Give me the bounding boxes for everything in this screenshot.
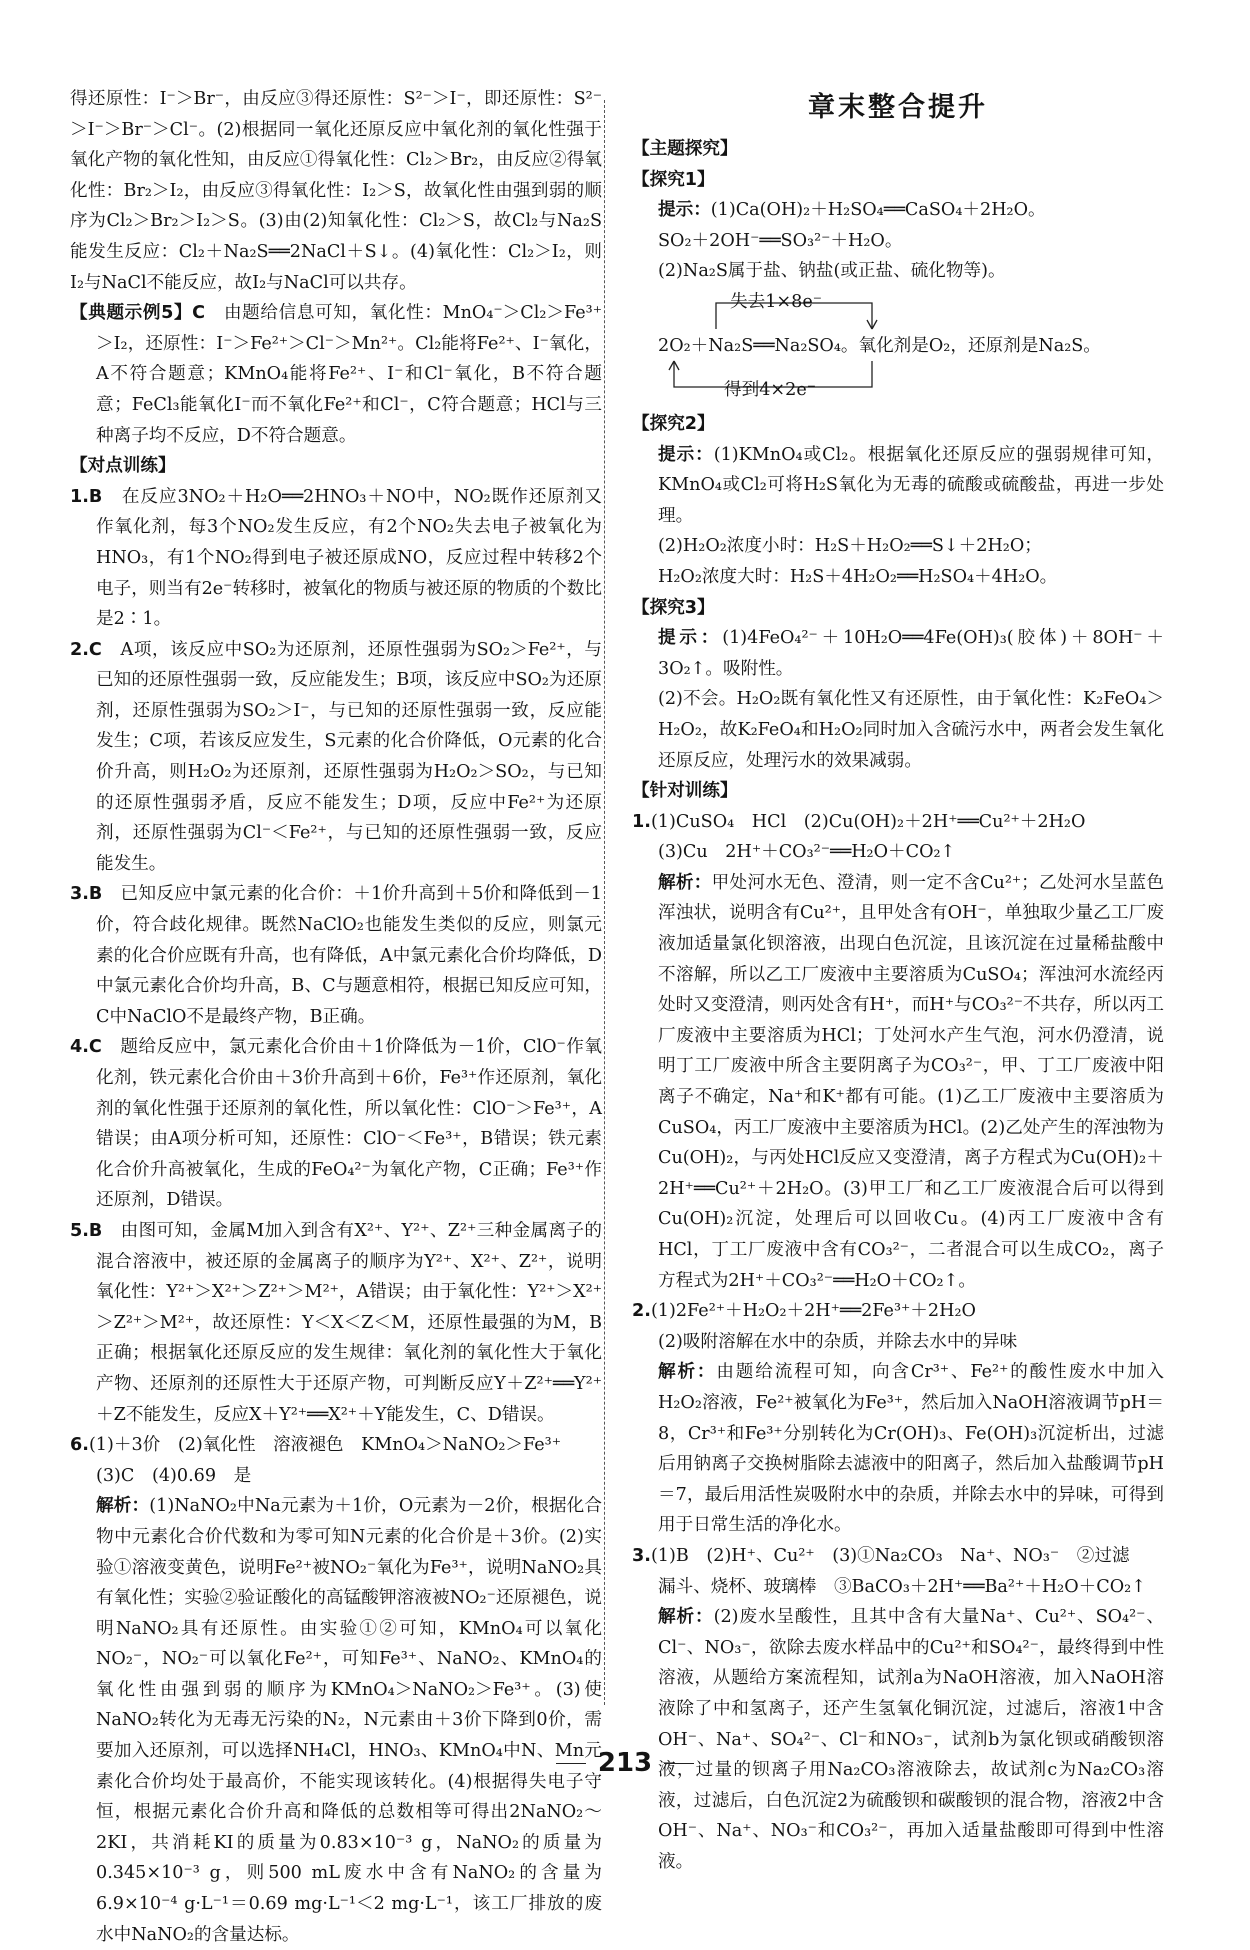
right-column [632, 84, 1164, 1877]
analysis-text: 甲处河水无色、澄清，则一定不含Cu²⁺；乙处河水呈蓝色浑浊状，说明含有Cu²⁺，且甲处含有OH⁻，单独取少量乙工厂废液加适量氯化钡溶液，出现白色沉淀，且该沉淀在过量稀盐酸中不溶解，所以乙工厂废液中主要溶质为CuSO₄；浑浊河水流经丙处时又变澄清，则丙处含有H⁺，而H⁺与CO₃²⁻不共存，所以丙工厂废液中主要溶质为HCl；丁处河水产生气泡，河水仍澄清，说明丁工厂废液中所含主要阴离子为CO₃²⁻，甲、丁工厂废液中阳离子不确定，Na⁺和K⁺都有可能。(1)乙工厂废液中主要溶质为CuSO₄，丙工厂废液中主要溶质为HCl。(2)乙处产生的浑浊物为Cu(OH)₂，与丙处HCl反应又变澄清，离子方程式为Cu(OH)₂＋2H⁺══Cu²⁺＋2H₂O。(3)甲工厂和乙工厂废液混合后可以得到Cu(OH)₂沉淀，处理后可以回收Cu。(4)丙工厂废液中含有HCl，丁工厂废液中含有CO₃²⁻，二者混合可以生成CO₂，离子方程式为2H⁺＋CO₃²⁻══H₂O＋CO₂↑。 [658, 872, 1164, 1291]
answer-head: 1. [632, 811, 651, 832]
section-heading-training: 【对点训练】 [70, 456, 176, 477]
answer-head: 3. [632, 1545, 651, 1566]
explore-3-line-2: (2)不会。H₂O₂既有氧化性又有还原性，由于氧化性：K₂FeO₄＞H₂O₂，故K₂FeO₄和H₂O₂同时加入含硫污水中，两者会发生氧化还原反应，处理污水的效果减弱。 [658, 689, 1164, 771]
answer-head: 1.B [70, 486, 103, 507]
answer-line: (1)2Fe²⁺＋H₂O₂＋2H⁺══2Fe³⁺＋2H₂O [650, 1301, 976, 1322]
explore-3-heading: 【探究3】 [632, 597, 715, 618]
answer-item-5 [70, 1216, 602, 1430]
section-heading-theme: 【主题探究】 [632, 139, 738, 159]
training-3-analysis [632, 1602, 1164, 1877]
example-5-head: 【典题示例5】C [70, 303, 206, 324]
answer-item-6 [70, 1430, 602, 1461]
answer-item-3 [70, 879, 602, 1032]
answer-text: A项，该反应中SO₂为还原剂，还原性强弱为SO₂＞Fe²⁺，与已知的还原性强弱一致，反应能发生；B项，该反应中SO₂为还原剂，还原性强弱为SO₂＞I⁻，与已知的还原性强弱一致，反应能发生；C项，若该反应发生，S元素的化合价降低，O元素的化合价升高，则H₂O₂为还原剂，还原性强弱为H₂O₂＞SO₂，与已知的还原性强弱矛盾，反应不能发生；D项，反应中Fe²⁺为还原剂，还原性强弱为Cl⁻＜Fe²⁺，与已知的还原性强弱一致，反应能发生。 [96, 639, 602, 874]
training-2-analysis [632, 1357, 1164, 1541]
answer-item-2 [70, 635, 602, 880]
hint-text: (1)KMnO₄或Cl₂。根据氧化还原反应的强弱规律可知，KMnO₄或Cl₂可将H₂S氧化为无毒的硫酸或硫酸盐，再进一步处理。 [658, 444, 1164, 526]
answer-item-6-analysis [70, 1491, 602, 1950]
answer-head: 3.B [70, 884, 103, 905]
example-5 [70, 298, 602, 451]
redox-equation: 2O₂＋Na₂S══Na₂SO₄。氧化剂是O₂，还原剂是Na₂S。 [658, 335, 1101, 356]
explore-2-line-1 [632, 440, 1164, 532]
analysis-text: (2)废水呈酸性，且其中含有大量Na⁺、Cu²⁺、SO₄²⁻、Cl⁻、NO₃⁻，欲除去废水样品中的Cu²⁺和SO₄²⁻，最终得到中性溶液，从题给方案流程知，试剂a为NaOH溶液，加入NaOH溶液除了中和氢离子，还产生氢氧化铜沉淀，过滤后，溶液1中含OH⁻、Na⁺、SO₄²⁻、Cl⁻和NO₃⁻，试剂b为氯化钡或硝酸钡溶液，过量的钡离子用Na₂CO₃溶液除去，故试剂c为Na₂CO₃溶液，过滤后，白色沉淀2为硫酸钡和碳酸钡的混合物，溶液2中含OH⁻、Na⁺、NO₃⁻和CO₃²⁻，再加入适量盐酸即可得到中性溶液。 [658, 1607, 1164, 1872]
answer-text: 在反应3NO₂＋H₂O══2HNO₃＋NO中，NO₂既作还原剂又作氧化剂，每3个NO₂发生反应，有2个NO₂失去电子被氧化为HNO₃，有1个NO₂得到电子被还原成NO，反应过程中转移2个电子，则当有2e⁻转移时，被氧化的物质与被还原的物质的个数比是2∶1。 [96, 486, 602, 630]
hint-label: 提示： [658, 628, 723, 649]
answer-head: 2. [632, 1301, 651, 1322]
electron-gain-label: 得到4×2e⁻ [724, 379, 817, 400]
answer-text: 由图可知，金属M加入到含有X²⁺、Y²⁺、Z²⁺三种金属离子的混合溶液中，被还原的金属离子的顺序为Y²⁺、X²⁺、Z²⁺，说明氧化性：Y²⁺＞X²⁺＞Z²⁺＞M²⁺，A错误；由于氧化性：Y²⁺＞X²⁺＞Z²⁺＞M²⁺，故还原性：Y＜X＜Z＜M，还原性最强的为M，B正确；根据氧化还原反应的发生规律：氧化剂的氧化性大于氧化产物、还原剂的还原性大于还原产物，可判断反应Y＋Z²⁺══Y²⁺＋Z不能发生，反应X＋Y²⁺══X²⁺＋Y能发生，C、D错误。 [96, 1220, 602, 1425]
intro-paragraph: 得还原性：I⁻＞Br⁻，由反应③得还原性：S²⁻＞I⁻，即还原性：S²⁻＞I⁻＞Br⁻＞Cl⁻。(2)根据同一氧化还原反应中氧化剂的氧化性强于氧化产物的氧化性知，由反应①得氧化性：Cl₂＞Br₂，由反应②得氧化性：Br₂＞I₂，由反应③得氧化性：I₂＞S，故氧化性由强到弱的顺序为Cl₂＞Br₂＞I₂＞S。(3)由(2)知氧化性：Cl₂＞S，故Cl₂与Na₂S能发生反应：Cl₂＋Na₂S══2NaCl＋S↓。(4)氧化性：Cl₂＞I₂，则I₂与NaCl不能反应，故I₂与NaCl可以共存。 [70, 89, 602, 293]
analysis-label: 解析： [658, 872, 712, 893]
training-1 [632, 807, 1164, 838]
training-3 [632, 1541, 1164, 1572]
explore-2-line-3: H₂O₂浓度大时：H₂S＋4H₂O₂══H₂SO₄＋4H₂O。 [658, 566, 1058, 587]
answer-head: 6. [70, 1435, 89, 1456]
electron-transfer-diagram [658, 287, 1164, 409]
explore-1-heading: 【探究1】 [632, 169, 715, 190]
left-column [70, 84, 602, 1950]
answer-line: (1)CuSO₄ HCl (2)Cu(OH)₂＋2H⁺══Cu²⁺＋2H₂O [650, 811, 1086, 832]
hint-text: (1)Ca(OH)₂＋H₂SO₄══CaSO₄＋2H₂O。 [710, 200, 1046, 221]
page-number [0, 1748, 1250, 1778]
explore-1-line-3: (2)Na₂S属于盐、钠盐(或正盐、硫化物等)。 [658, 261, 1006, 282]
training-1-analysis [632, 868, 1164, 1296]
explore-1-line-2: SO₂＋2OH⁻══SO₃²⁻＋H₂O。 [658, 230, 903, 251]
analysis-label: 解析： [658, 1362, 717, 1383]
explore-2-heading: 【探究2】 [632, 413, 715, 434]
answer-head: 4.C [70, 1037, 102, 1058]
hint-text: (1)4FeO₄²⁻＋10H₂O══4Fe(OH)₃(胶体)＋8OH⁻＋3O₂↑。吸附性。 [658, 628, 1164, 679]
answer-line: (1)＋3价 (2)氧化性 溶液褪色 KMnO₄＞NaNO₂＞Fe³⁺ [88, 1435, 562, 1456]
training-3-line-2: 漏斗、烧杯、玻璃棒 ③BaCO₃＋2H⁺══Ba²⁺＋H₂O＋CO₂↑ [658, 1576, 1146, 1597]
column-divider [604, 100, 605, 1705]
training-1-line-2: (3)Cu 2H⁺＋CO₃²⁻══H₂O＋CO₂↑ [658, 842, 956, 863]
answer-text: 已知反应中氯元素的化合价：＋1价升高到＋5价和降低到－1价，符合歧化规律。既然NaClO₂也能发生类似的反应，则氯元素的化合价应既有升高，也有降低，A中氯元素化合价均降低，D中氯元素化合价均升高，B、C与题意相符，根据已知反应可知，C中NaClO不是最终产物，B正确。 [96, 884, 602, 1027]
electron-loss-label: 失去1×8e⁻ [730, 291, 823, 312]
hint-label: 提示： [658, 444, 714, 465]
answer-line: (1)B (2)H⁺、Cu²⁺ (3)①Na₂CO₃ Na⁺、NO₃⁻ ②过滤 [650, 1545, 1130, 1566]
training-2-line-2: (2)吸附溶解在水中的杂质，并除去水中的异味 [658, 1331, 1018, 1352]
hint-label: 提示： [658, 200, 711, 221]
answer-item-6-line-2: (3)C (4)0.69 是 [96, 1465, 252, 1486]
analysis-text: 由题给流程可知，向含Cr³⁺、Fe²⁺的酸性废水中加入H₂O₂溶液，Fe²⁺被氧化为Fe³⁺，然后加入NaOH溶液调节pH＝8，Cr³⁺和Fe³⁺分别转化为Cr(OH)₃、Fe(OH)₃沉淀析出，过滤后用钠离子交换树脂除去滤液中的阳离子，然后加入盐酸调节pH＝7，最后用活性炭吸附水中的杂质，并除去水中的异味，可得到用于日常生活的净化水。 [658, 1362, 1164, 1536]
example-5-text: 由题给信息可知，氧化性：MnO₄⁻＞Cl₂＞Fe³⁺＞I₂，还原性：I⁻＞Fe²⁺＞Cl⁻＞Mn²⁺。Cl₂能将Fe²⁺、I⁻氧化，A不符合题意；KMnO₄能将Fe²⁺、I⁻和Cl⁻氧化，B不符合题意；FeCl₃能氧化I⁻而不氧化Fe²⁺和Cl⁻，C符合题意；HCl与三种离子均不反应，D不符合题意。 [96, 303, 602, 446]
answer-item-1 [70, 482, 602, 635]
analysis-label: 解析： [658, 1607, 714, 1628]
explore-3-line-1 [632, 623, 1164, 684]
answer-head: 2.C [70, 639, 102, 660]
analysis-label: 解析： [96, 1496, 150, 1517]
section-heading-targeted-training: 【针对训练】 [632, 781, 738, 802]
answer-head: 5.B [70, 1220, 103, 1241]
analysis-text: (1)NaNO₂中Na元素为＋1价，O元素为－2价，根据化合物中元素化合价代数和为零可知N元素的化合价是＋3价。(2)实验①溶液变黄色，说明Fe²⁺被NO₂⁻氧化为Fe³⁺，说明NaNO₂具有氧化性；实验②验证酸化的高锰酸钾溶液被NO₂⁻还原褪色，说明NaNO₂具有还原性。由实验①②可知，KMnO₄可以氧化NO₂⁻，NO₂⁻可以氧化Fe²⁺，可知Fe³⁺、NaNO₂、KMnO₄的氧化性由强到弱的顺序为KMnO₄＞NaNO₂＞Fe³⁺。(3)使NaNO₂转化为无毒无污染的N₂，N元素由＋3价下降到0价，需要加入还原剂，可以选择NH₄Cl，HNO₃、KMnO₄中N、Mn元素化合价均处于最高价，不能实现该转化。(4)根据得失电子守恒，根据元素化合价升高和降低的总数相等可得出2NaNO₂～2KI，共消耗KI的质量为0.83×10⁻³ g，NaNO₂的质量为0.345×10⁻³ g，则500 mL废水中含有NaNO₂的含量为6.9×10⁻⁴ g·L⁻¹＝0.69 mg·L⁻¹＜2 mg·L⁻¹，该工厂排放的废水中NaNO₂的含量达标。 [96, 1496, 602, 1945]
chapter-title: 章末整合提升 [808, 92, 988, 123]
page-number-text: 213 [597, 1748, 653, 1778]
answer-text: 题给反应中，氯元素化合价由＋1价降低为－1价，ClO⁻作氧化剂，铁元素化合价由＋3价升高到＋6价，Fe³⁺作还原剂，氧化剂的氧化性强于还原剂的氧化性，所以氧化性：ClO⁻＞Fe³⁺，A错误；由A项分析可知，还原性：ClO⁻＜Fe³⁺，B错误；铁元素化合价升高被氧化，生成的FeO₄²⁻为氧化产物，C正确；Fe³⁺作还原剂，D错误。 [96, 1037, 602, 1211]
explore-2-line-2: (2)H₂O₂浓度小时：H₂S＋H₂O₂══S↓＋2H₂O； [658, 536, 1042, 557]
training-2 [632, 1296, 1164, 1327]
explore-1-line-1 [632, 195, 1164, 226]
answer-item-4 [70, 1032, 602, 1216]
